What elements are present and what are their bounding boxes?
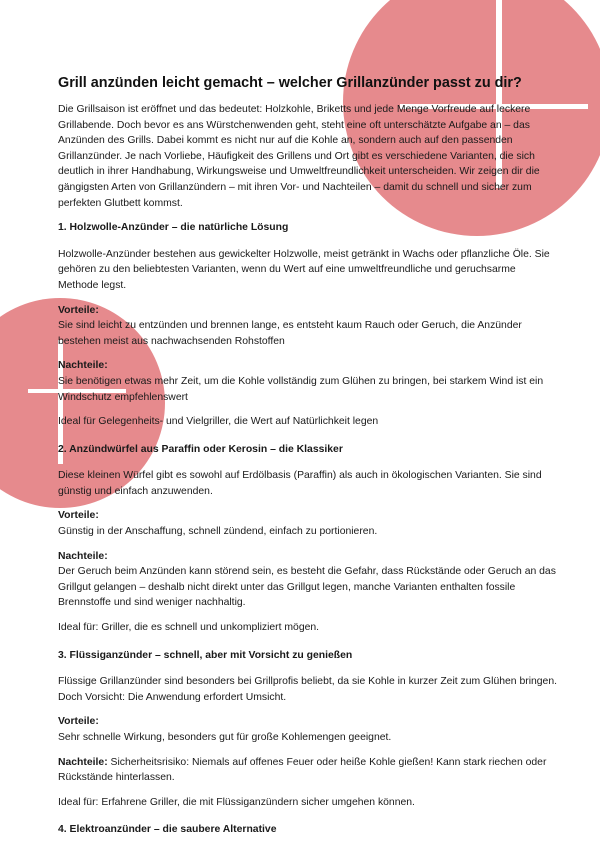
pros-block-2	[58, 508, 558, 539]
cons-text: Sicherheitsrisiko: Niemals auf offenes Feuer oder heiße Kohle gießen! Kann stark riechen oder Rückstände hinterlassen.	[58, 756, 547, 784]
cons-label: Nachteile:	[58, 360, 108, 372]
section-heading-1: 1. Holzwolle-Anzünder – die natürliche Lösung	[58, 222, 289, 234]
section-text-2: Diese kleinen Würfel gibt es sowohl auf Erdölbasis (Paraffin) als auch in ökologischen Varianten. Sie sind günstig und einfach anzuwenden.	[58, 470, 542, 497]
cons-text: Der Geruch beim Anzünden kann störend sein, es besteht die Gefahr, dass Rückstände oder Geruch an das Grillgut gelangen – deshalb nicht direkt unter das Grillgut legen, manche Varianten enthalten fossile Brennstoffe und sind weniger nachhaltig.	[58, 566, 556, 609]
cons-text: Sie benötigen etwas mehr Zeit, um die Kohle vollständig zum Glühen zu bringen, bei starkem Wind ist ein Windschutz empfehlenswert	[58, 375, 544, 403]
cons-label: Nachteile:	[58, 550, 108, 562]
cons-label: Nachteile:	[58, 756, 111, 768]
section-text-3: Flüssige Grillanzünder sind besonders bei Grillprofis beliebt, da sie Kohle in kurzer Zeit zum Glühen bringen. Doch Vorsicht: Die Anwendung erfordert Umsicht.	[58, 676, 557, 703]
pros-label: Vorteile:	[58, 510, 99, 522]
pros-label: Vorteile:	[58, 304, 99, 316]
document-page	[58, 74, 558, 849]
cons-block-3	[58, 755, 558, 786]
section-heading-4: 4. Elektroanzünder – die saubere Alternative	[58, 824, 277, 836]
pros-block-1	[58, 303, 558, 350]
ideal-for-3: Ideal für: Erfahrene Griller, die mit Flüssiganzündern sicher umgehen können.	[58, 796, 415, 808]
section-text-1: Holzwolle-Anzünder bestehen aus gewickelter Holzwolle, meist getränkt in Wachs oder pflanzliche Öle. Sie gehören zu den beliebtesten Varianten, wenn du Wert auf eine umweltfreundliche und geruchsarme Methode legst.	[58, 248, 550, 291]
pros-text: Günstig in der Anschaffung, schnell zündend, einfach zu portionieren.	[58, 526, 378, 538]
pros-block-3	[58, 714, 558, 745]
cons-block-2	[58, 549, 558, 611]
section-heading-2: 2. Anzündwürfel aus Paraffin oder Kerosin – die Klassiker	[58, 443, 343, 455]
pros-label: Vorteile:	[58, 716, 99, 728]
cons-block-1	[58, 358, 558, 405]
page-title: Grill anzünden leicht gemacht – welcher Grillanzünder passt zu dir?	[58, 75, 522, 91]
ideal-for-2: Ideal für: Griller, die es schnell und unkompliziert mögen.	[58, 622, 320, 634]
pros-text: Sie sind leicht zu entzünden und brennen lange, es entsteht kaum Rauch oder Geruch, die Anzünder bestehen meist aus nachwachsenden Rohstoffen	[58, 320, 522, 347]
ideal-for-1: Ideal für Gelegenheits- und Vielgriller, die Wert auf Natürlichkeit legen	[58, 416, 379, 428]
intro-paragraph: Die Grillsaison ist eröffnet und das bedeutet: Holzkohle, Briketts und jede Menge Vorfreude auf leckere Grillabende. Doch bevor es ans Würstchenwenden geht, steht eine oft unterschätzte Aufgabe an – das Anzünden des Grills. Dabei kommt es nicht nur auf die Kohle an, sondern auch auf den passenden Grillanzünder. Je nach Vorliebe, Häufigkeit des Grillens und Ort gibt es verschiedene Varianten, die sich deutlich in ihrer Handhabung, Wirkungsweise und Umweltfreundlichkeit unterscheiden. Wir zeigen dir die gängigsten Arten von Grillanzündern – mit ihren Vor- und Nachteilen – damit du schnell und sicher zum perfekten Glutbett kommst.	[58, 104, 540, 209]
pros-text: Sehr schnelle Wirkung, besonders gut für große Kohlemengen geeignet.	[58, 732, 392, 743]
section-heading-3: 3. Flüssiganzünder – schnell, aber mit Vorsicht zu genießen	[58, 649, 353, 661]
